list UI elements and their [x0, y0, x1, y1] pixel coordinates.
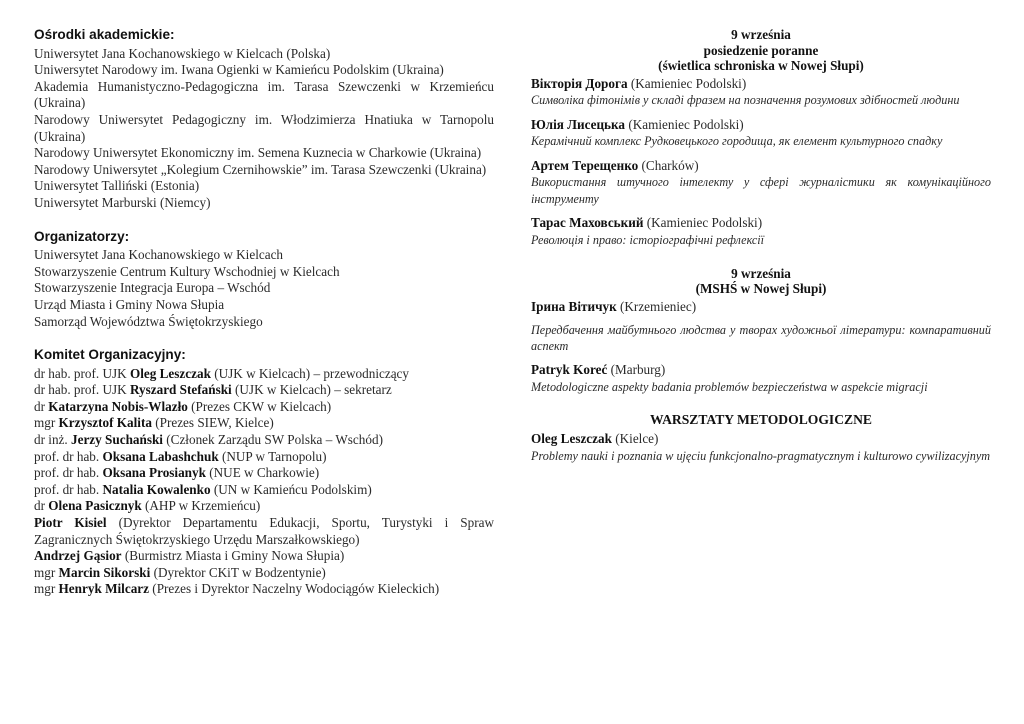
member-title: dr: [34, 498, 49, 514]
member-title: dr hab. prof. UJK: [34, 365, 130, 381]
member-name: Natalia Kowalenko: [102, 481, 211, 497]
talk-title: Революція і право: історіографічні рефлексії: [531, 232, 765, 247]
committee-member: [34, 415, 494, 432]
talk-item: [531, 76, 991, 109]
speaker-name: Patryk Koreć: [531, 362, 608, 378]
talk-item: [531, 431, 991, 464]
center-item: Uniwersytet Narodowy im. Iwana Ogienki w Kamieńcu Podolskim (Ukraina): [34, 62, 444, 78]
member-role: (NUP w Tarnopolu): [218, 448, 327, 464]
talk-title: Problemy nauki i poznania w ujęciu funkcjonalno-pragmatycznym i kulturowo cywilizacyjnym: [531, 448, 991, 463]
member-role: (Prezes SIEW, Kielce): [151, 415, 274, 431]
session-afternoon: [531, 266, 991, 395]
member-title: dr inż.: [34, 432, 71, 448]
center-item: Akademia Humanistyczno-Pedagogiczna im. Tarasa Szewczenki w Krzemieńcu (Ukraina): [34, 78, 494, 111]
organizer-item: Stowarzyszenie Centrum Kultury Wschodniej w Kielcach: [34, 263, 340, 279]
member-name: Ryszard Stefański: [129, 382, 232, 398]
member-name: Jerzy Suchański: [71, 432, 163, 448]
member-name: Katarzyna Nobis-Wlazło: [48, 398, 188, 414]
member-role: (Burmistrz Miasta i Gminy Nowa Słupia): [121, 548, 345, 564]
center-item: Narodowy Uniwersytet Pedagogiczny im. Włodzimierza Hnatiuka w Tarnopolu (Ukraina): [34, 111, 494, 144]
session-date: 9 września: [731, 27, 791, 42]
member-name: Krzysztof Kalita: [58, 415, 152, 431]
session-venue: (MSHŚ w Nowej Słupi): [695, 281, 827, 297]
organizer-item: Stowarzyszenie Integracja Europa – Wschód: [34, 280, 271, 296]
speaker-city: (Krzemieniec): [616, 298, 697, 314]
member-title: mgr: [34, 581, 59, 597]
committee-member: [34, 581, 494, 598]
speaker-name: Юлія Лисецька: [531, 116, 626, 132]
speaker-city: (Charków): [638, 157, 699, 173]
right-column: [531, 27, 991, 464]
speaker-name: Ірина Вітичук: [531, 298, 617, 314]
committee-member: [34, 565, 494, 582]
speaker-name: Артем Терещенко: [531, 157, 639, 173]
speaker: [531, 117, 991, 134]
speaker-city: (Kamieniec Podolski): [643, 214, 763, 230]
organizer-item: Urząd Miasta i Gminy Nowa Słupia: [34, 296, 225, 312]
member-title: prof. dr hab.: [34, 481, 103, 497]
member-name: Oksana Prosianyk: [102, 465, 206, 481]
committee-section: [34, 347, 494, 598]
member-title: dr: [34, 398, 49, 414]
organizer-item: Samorząd Województwa Świętokrzyskiego: [34, 313, 263, 329]
member-role: (Dyrektor Departamentu Edukacji, Sportu, Turystyki i Spraw Zagranicznych Świętokrzyskiego Urzędu Marszałkowskiego): [34, 515, 494, 547]
talk-item: [531, 362, 991, 395]
speaker-name: Тарас Маховський: [531, 214, 644, 230]
member-title: mgr: [34, 564, 59, 580]
workshop-section: [531, 412, 991, 464]
member-role: (NUE w Charkowie): [205, 465, 320, 481]
speaker-city: (Kamieniec Podolski): [627, 75, 747, 91]
talk-title: Metodologiczne aspekty badania problemów bezpieczeństwa w aspekcie migracji: [531, 379, 928, 394]
member-name: Piotr Kisiel: [34, 515, 107, 531]
session-morning: [531, 27, 991, 248]
member-role: (UN w Kamieńcu Podolskim): [210, 481, 372, 497]
member-role: (Dyrektor CKiT w Bodzentynie): [150, 564, 326, 580]
committee-member: [34, 449, 494, 466]
member-name: Andrzej Gąsior: [34, 548, 122, 564]
organizer-item: Uniwersytet Jana Kochanowskiego w Kielcach: [34, 247, 284, 263]
center-item: Uniwersytet Marburski (Niemcy): [34, 194, 211, 210]
speaker: [531, 362, 991, 379]
center-item: Uniwersytet Jana Kochanowskiego w Kielcach (Polska): [34, 45, 331, 61]
speaker: [531, 215, 991, 232]
member-name: Oksana Labashchuk: [102, 448, 219, 464]
speaker-city: (Marburg): [607, 362, 666, 378]
member-role: (UJK w Kielcach) – przewodniczący: [210, 365, 409, 381]
speaker: [531, 431, 991, 448]
speaker: [531, 76, 991, 93]
committee-member: [34, 366, 494, 383]
speaker: [531, 158, 991, 175]
session-venue: (świetlica schroniska w Nowej Słupi): [658, 58, 864, 73]
talk-title: Керамічний комплекс Рудковецького городища, як елемент культурного спадку: [531, 134, 943, 149]
talk-item: [531, 299, 991, 354]
committee-member: [34, 482, 494, 499]
speaker-name: Вікторія Дорога: [531, 75, 628, 91]
member-name: Olena Pasicznyk: [48, 498, 142, 514]
committee-member: [34, 399, 494, 416]
talk-item: [531, 158, 991, 207]
center-item: Narodowy Uniwersytet „Kolegium Czernihowskie” im. Tarasa Szewczenki (Ukraina): [34, 161, 487, 177]
left-column: [34, 27, 494, 615]
talk-title: Використання штучного інтелекту у сфері журналістики як комунікаційного інструменту: [531, 175, 991, 206]
member-title: prof. dr hab.: [34, 465, 103, 481]
member-name: Oleg Leszczak: [129, 365, 211, 381]
speaker-city: (Kamieniec Podolski): [625, 116, 744, 132]
member-name: Henryk Milcarz: [58, 581, 149, 597]
session-name: posiedzenie poranne: [703, 42, 819, 58]
committee-member: [34, 465, 494, 482]
member-name: Marcin Sikorski: [58, 564, 151, 580]
centers-section: [34, 27, 494, 212]
member-title: prof. dr hab.: [34, 448, 103, 464]
member-title: mgr: [34, 415, 59, 431]
member-role: (Członek Zarządu SW Polska – Wschód): [162, 432, 383, 448]
member-role: (UJK w Kielcach) – sekretarz: [231, 382, 392, 398]
organizers-heading: Organizatorzy:: [34, 228, 130, 244]
committee-heading: Komitet Organizacyjny:: [34, 347, 186, 363]
talk-item: [531, 215, 991, 248]
committee-member: [34, 382, 494, 399]
talk-title: Передбачення майбутнього людства у творах художньої літератури: компаративний аспект: [531, 322, 991, 353]
speaker-name: Oleg Leszczak: [531, 430, 612, 446]
member-role: (AHP w Krzemieńcu): [141, 498, 261, 514]
workshop-heading: WARSZTATY METODOLOGICZNE: [650, 412, 872, 428]
organizers-section: [34, 229, 494, 331]
speaker: [531, 299, 991, 316]
committee-member: [34, 432, 494, 449]
center-item: Uniwersytet Talliński (Estonia): [34, 178, 200, 194]
member-role: (Prezes i Dyrektor Naczelny Wodociągów Kieleckich): [149, 581, 440, 597]
member-title: dr hab. prof. UJK: [34, 382, 130, 398]
committee-member: [34, 515, 494, 548]
committee-member: [34, 548, 494, 565]
centers-heading: Ośrodki akademickie:: [34, 27, 175, 42]
talk-title: Символіка фітонімів у складі фразем на позначення розумових здібностей людини: [531, 93, 960, 108]
committee-member: [34, 498, 494, 515]
talk-item: [531, 117, 991, 150]
member-role: (Prezes CKW w Kielcach): [187, 398, 332, 414]
center-item: Narodowy Uniwersytet Ekonomiczny im. Semena Kuznecia w Charkowie (Ukraina): [34, 145, 482, 161]
speaker-city: (Kielce): [611, 430, 659, 446]
session-date: 9 września: [731, 265, 791, 281]
